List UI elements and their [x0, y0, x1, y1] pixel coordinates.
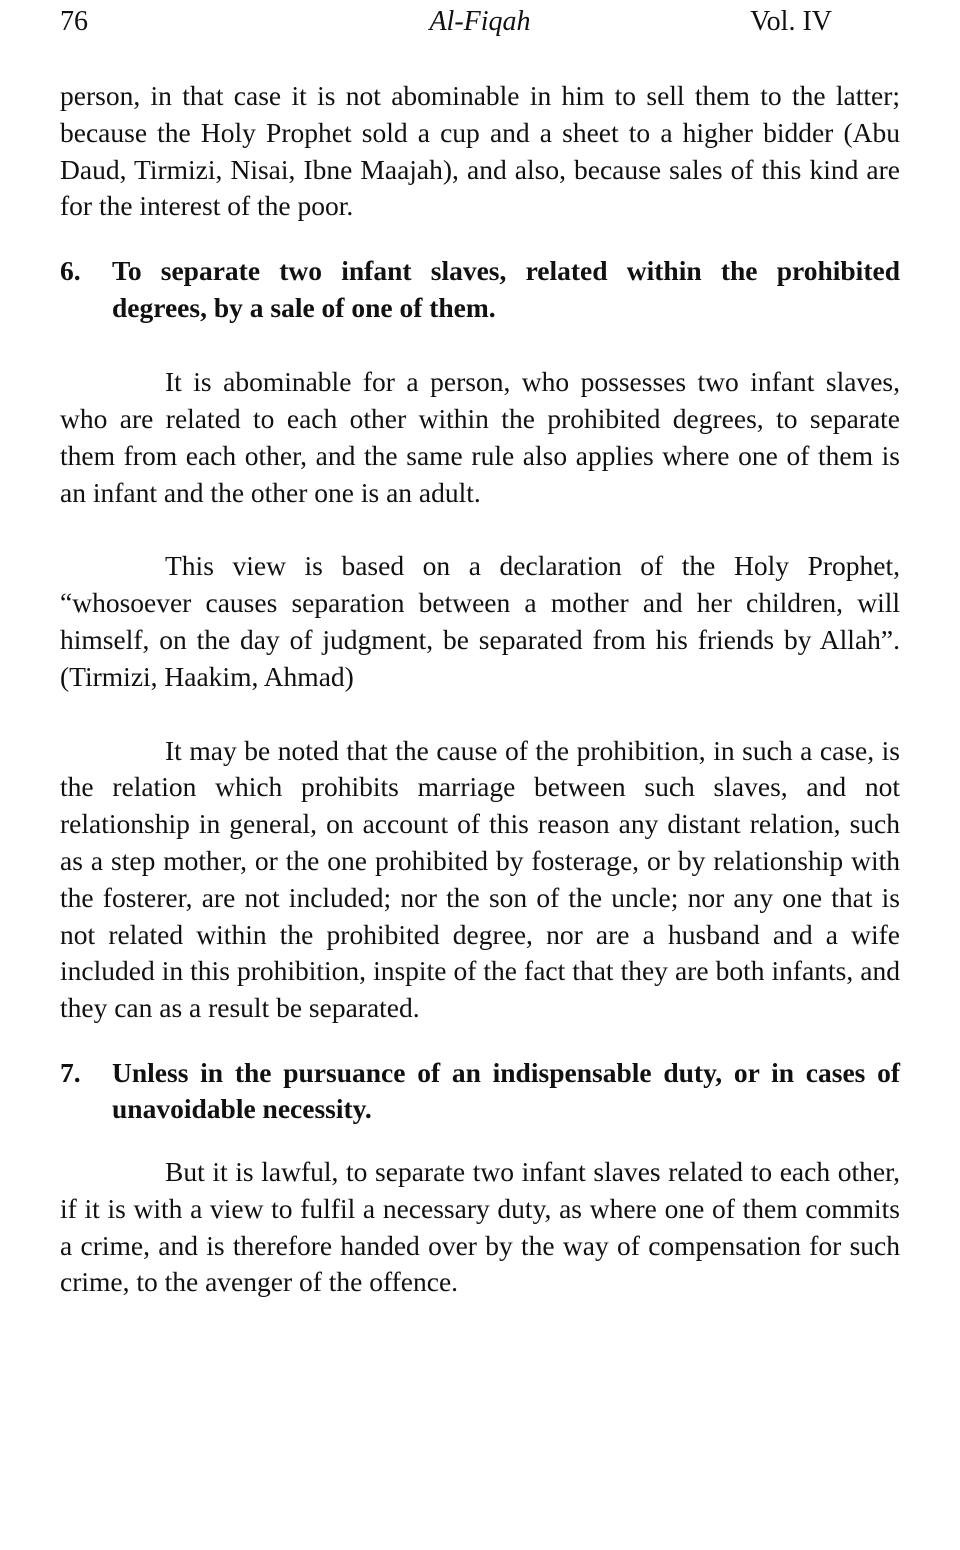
paragraph-continued: person, in that case it is not abominable in him to sell them to the latter; because the Holy Prophet sold a cup and a sheet to a higher bidder (Abu Daud, Tirmizi, Nisai, Ibne Maajah), and also, because sales of this kind are for the interest of the poor.	[60, 80, 900, 222]
paragraph: It may be noted that the cause of the prohibition, in such a case, is the relation which prohibits marriage between such slaves, and not relationship in general, on account of this reason any distant relation, such as a step mother, or the one prohibited by fosterage, or by relationship with the fosterer, are not included; nor the son of the uncle; nor any one that is not related within the prohibited degree, nor are a husband and a wife included in this prohibition, inspite of the fact that they are both infants, and they can as a result be separated.	[60, 734, 900, 1024]
paragraph: This view is based on a declaration of the Holy Prophet, “whosoever causes separation between a mother and her children, will himself, on the day of judgment, be separated from his friends by Allah”. (Tirmizi, Haakim, Ahmad)	[60, 550, 900, 692]
section-number: 6.	[60, 255, 81, 287]
section-heading-7	[60, 1055, 900, 1128]
page-body	[60, 78, 900, 1301]
page-number: 76	[60, 6, 88, 37]
book-page	[60, 0, 900, 1550]
page-header	[60, 4, 900, 40]
running-title: Al-Fiqah	[429, 6, 531, 37]
section-number: 7.	[60, 1056, 81, 1088]
paragraph: But it is lawful, to separate two infant slaves related to each other, if it is with a view to fulfil a necessary duty, as where one of them commits a crime, and is therefore handed over by the way of compensation for such crime, to the avenger of the offence.	[60, 1155, 900, 1298]
section-title: Unless in the pursuance of an indispensable duty, or in cases of unavoidable necessity.	[112, 1056, 900, 1125]
section-title: To separate two infant slaves, related within the prohibited degrees, by a sale of one of them.	[112, 255, 900, 323]
paragraph: It is abominable for a person, who possesses two infant slaves, who are related to each other within the prohibited degrees, to separate them from each other, and the same rule also applies where one of them is an infant and the other one is an adult.	[60, 366, 900, 508]
section-heading-6	[60, 253, 900, 326]
volume-label: Vol. IV	[750, 6, 832, 37]
